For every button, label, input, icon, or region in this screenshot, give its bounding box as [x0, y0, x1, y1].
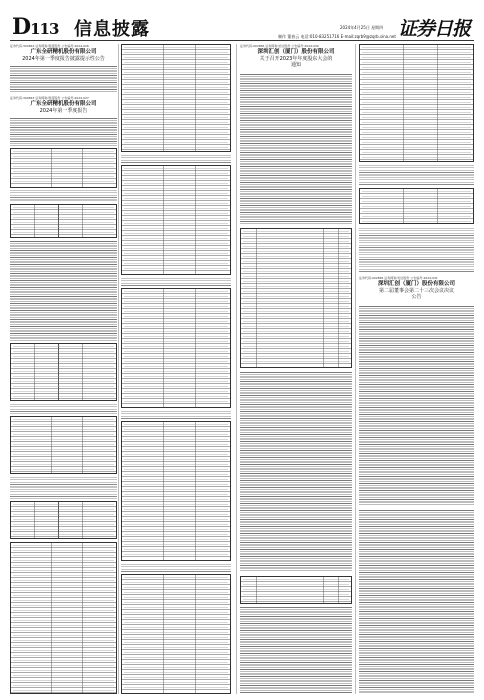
- data-table: [10, 501, 117, 539]
- stock-code-line: 证券代码:300843 证券简称:胜蓝股份 公告编号:2024-026: [10, 44, 89, 48]
- data-table: [121, 288, 231, 408]
- stock-code-line: 证券代码:002865 证券简称:钧达股份 公告编号:2024-031: [359, 276, 438, 280]
- body-text: [240, 607, 352, 694]
- page-number: 113: [30, 20, 59, 38]
- body-text: [359, 510, 474, 694]
- body-text: [10, 190, 117, 202]
- stock-code-line: 证券代码:002865 证券简称:钧达股份 公告编号:2024-030: [240, 44, 319, 48]
- company-name: 深圳汇创（厦门）股份有限公司: [377, 281, 455, 287]
- article-subtitle: 第二届董事会第二十三次会议决议: [378, 287, 454, 294]
- data-table: [121, 574, 231, 694]
- column-2: [121, 44, 231, 694]
- body-text: [359, 228, 474, 272]
- column-4: [359, 44, 474, 694]
- data-table: [10, 343, 117, 401]
- data-table: [10, 416, 117, 474]
- article-title-block: [10, 44, 117, 62]
- column-1: [10, 44, 117, 694]
- article-title-block: [10, 96, 117, 114]
- data-table: [10, 542, 117, 694]
- data-table: [240, 576, 352, 604]
- article-subtitle: 关于召开2023年年度股东大会的: [259, 55, 333, 62]
- article-title-block: [240, 44, 352, 68]
- company-name: 深圳汇创（厦门）股份有限公司: [257, 49, 335, 55]
- column-divider: [118, 44, 119, 694]
- page-letter: D: [12, 14, 31, 40]
- data-table: [240, 228, 352, 368]
- company-name: 广东全研精机股份有限公司: [30, 101, 97, 107]
- body-text: [359, 165, 474, 185]
- body-text: [240, 74, 352, 224]
- newspaper-logo: 证券日报: [398, 18, 471, 40]
- company-name: 广东全研精机股份有限公司: [30, 49, 97, 55]
- data-table: [10, 204, 117, 238]
- data-table: [121, 44, 231, 152]
- column-3: [240, 44, 352, 694]
- body-text: [121, 411, 231, 419]
- column-divider: [236, 44, 237, 694]
- stock-code-line: 证券代码:300843 证券简称:胜蓝股份 公告编号:2024-027: [10, 96, 89, 100]
- body-text: [10, 118, 117, 146]
- body-text: [359, 306, 474, 506]
- data-table: [359, 44, 474, 162]
- date-line: 2024年4月25日 星期四: [340, 25, 384, 30]
- body-text: [10, 66, 117, 92]
- body-text: [240, 372, 352, 572]
- body-text: [10, 477, 117, 499]
- body-text: [121, 155, 231, 163]
- section-title: 信息披露: [74, 19, 150, 40]
- editor-line: 制作 董春云 电话:010-83251716 E-mail:zqrb9@zqrb.sina.net: [278, 34, 396, 39]
- article-subtitle: 2024年第一季度报告: [39, 107, 88, 114]
- body-text: [121, 564, 231, 572]
- data-table: [121, 165, 231, 275]
- column-divider: [355, 44, 356, 694]
- data-table: [10, 148, 117, 188]
- article-subtitle: 2024年第一季度报告披露提示性公告: [22, 55, 105, 62]
- masthead: [0, 0, 484, 40]
- body-text: [121, 278, 231, 286]
- data-table: [359, 188, 474, 224]
- header-rule: [10, 40, 474, 41]
- page-code: [12, 14, 58, 40]
- article-subtitle-2: 通知: [290, 61, 301, 68]
- body-text: [10, 241, 117, 341]
- article-subtitle-2: 公告: [411, 293, 422, 300]
- body-text: [10, 404, 117, 414]
- data-table: [121, 421, 231, 561]
- article-title-block: [359, 276, 474, 300]
